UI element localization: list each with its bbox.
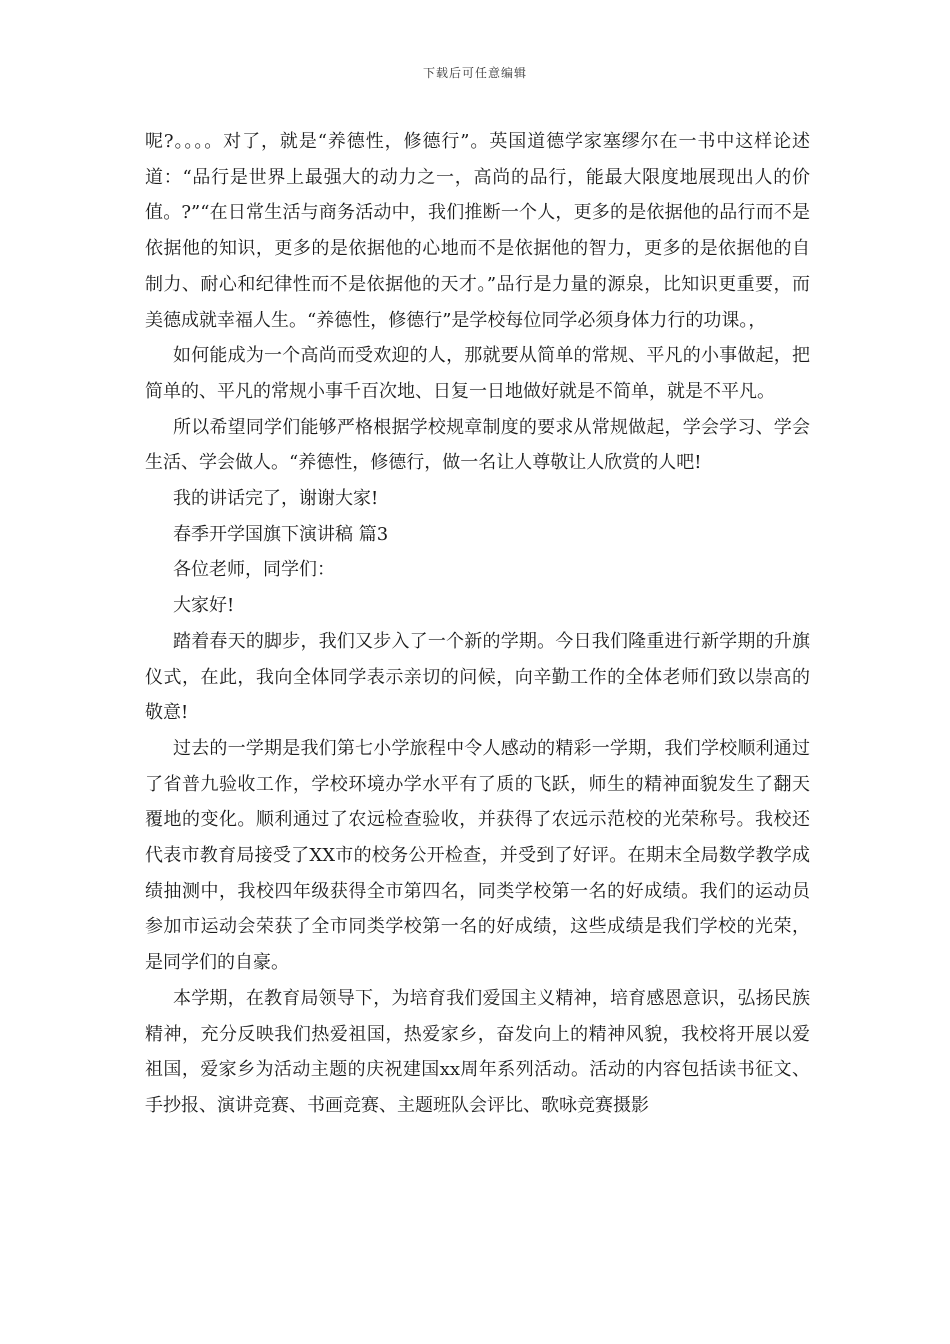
- paragraph: 如何能成为一个高尚而受欢迎的人，那就要从简单的常规、平凡的小事做起，把简单的、平凡的常规小事千百次地、日复一日地做好就是不简单，就是不平凡。: [145, 345, 810, 402]
- section-title: 春季开学国旗下演讲稿 篇3: [173, 523, 389, 545]
- paragraph: 所以希望同学们能够严格根据学校规章制度的要求从常规做起，学会学习、学会生活、学会做人。“养德性，修德行，做一名让人尊敬让人欣赏的人吧!: [145, 416, 810, 474]
- paragraph: 我的讲话完了，谢谢大家!: [173, 488, 379, 510]
- paragraph: 呢?。。。。对了，就是“养德性，修德行”。英国道德学家塞缪尔在一书中这样论述道：“品行是世界上最强大的动力之一，高尚的品行，能最大限度地展现出人的价值。?”“在日常生活与商务活动中，我们推断一个人，更多的是依据他的品行而不是依据他的知识，更多的是依据他的心地而不是依据他的智力，更多的是依据他的自制力、耐心和纪律性而不是依据他的天才。”品行是力量的源泉，比知识更重要，而美德成就幸福人生。“养德性，修德行”是学校每位同学必须身体力行的功课。，: [145, 131, 810, 331]
- greeting: 大家好!: [173, 595, 235, 617]
- paragraph: 过去的一学期是我们第七小学旅程中令人感动的精彩一学期，我们学校顺利通过了省普九验收工作，学校环境办学水平有了质的飞跃，师生的精神面貌发生了翻天覆地的变化。顺利通过了农远检查验收，并获得了农远示范校的光荣称号。我校还代表市教育局接受了XX市的校务公开检查，并受到了好评。在期末全局数学教学成绩抽测中，我校四年级获得全市第四名，同类学校第一名的好成绩。我们的运动员参加市运动会荣获了全市同类学校第一名的好成绩，这些成绩是我们学校的光荣，是同学们的自豪。: [145, 737, 810, 974]
- salutation: 各位老师，同学们：: [173, 559, 335, 581]
- paragraph: 踏着春天的脚步，我们又步入了一个新的学期。今日我们隆重进行新学期的升旗仪式，在此，我向全体同学表示亲切的问候，向辛勤工作的全体老师们致以崇高的敬意!: [145, 630, 810, 724]
- document-body: [145, 124, 810, 1124]
- paragraph: 本学期，在教育局领导下，为培育我们爱国主义精神，培育感恩意识，弘扬民族精神，充分反映我们热爱祖国，热爱家乡，奋发向上的精神风貌，我校将开展以爱祖国，爱家乡为活动主题的庆祝建国xx周年系列活动。活动的内容包括读书征文、手抄报、演讲竞赛、书画竞赛、主题班队会评比、歌咏竞赛摄影: [145, 987, 810, 1116]
- page-header-note: 下载后可任意编辑: [422, 66, 527, 80]
